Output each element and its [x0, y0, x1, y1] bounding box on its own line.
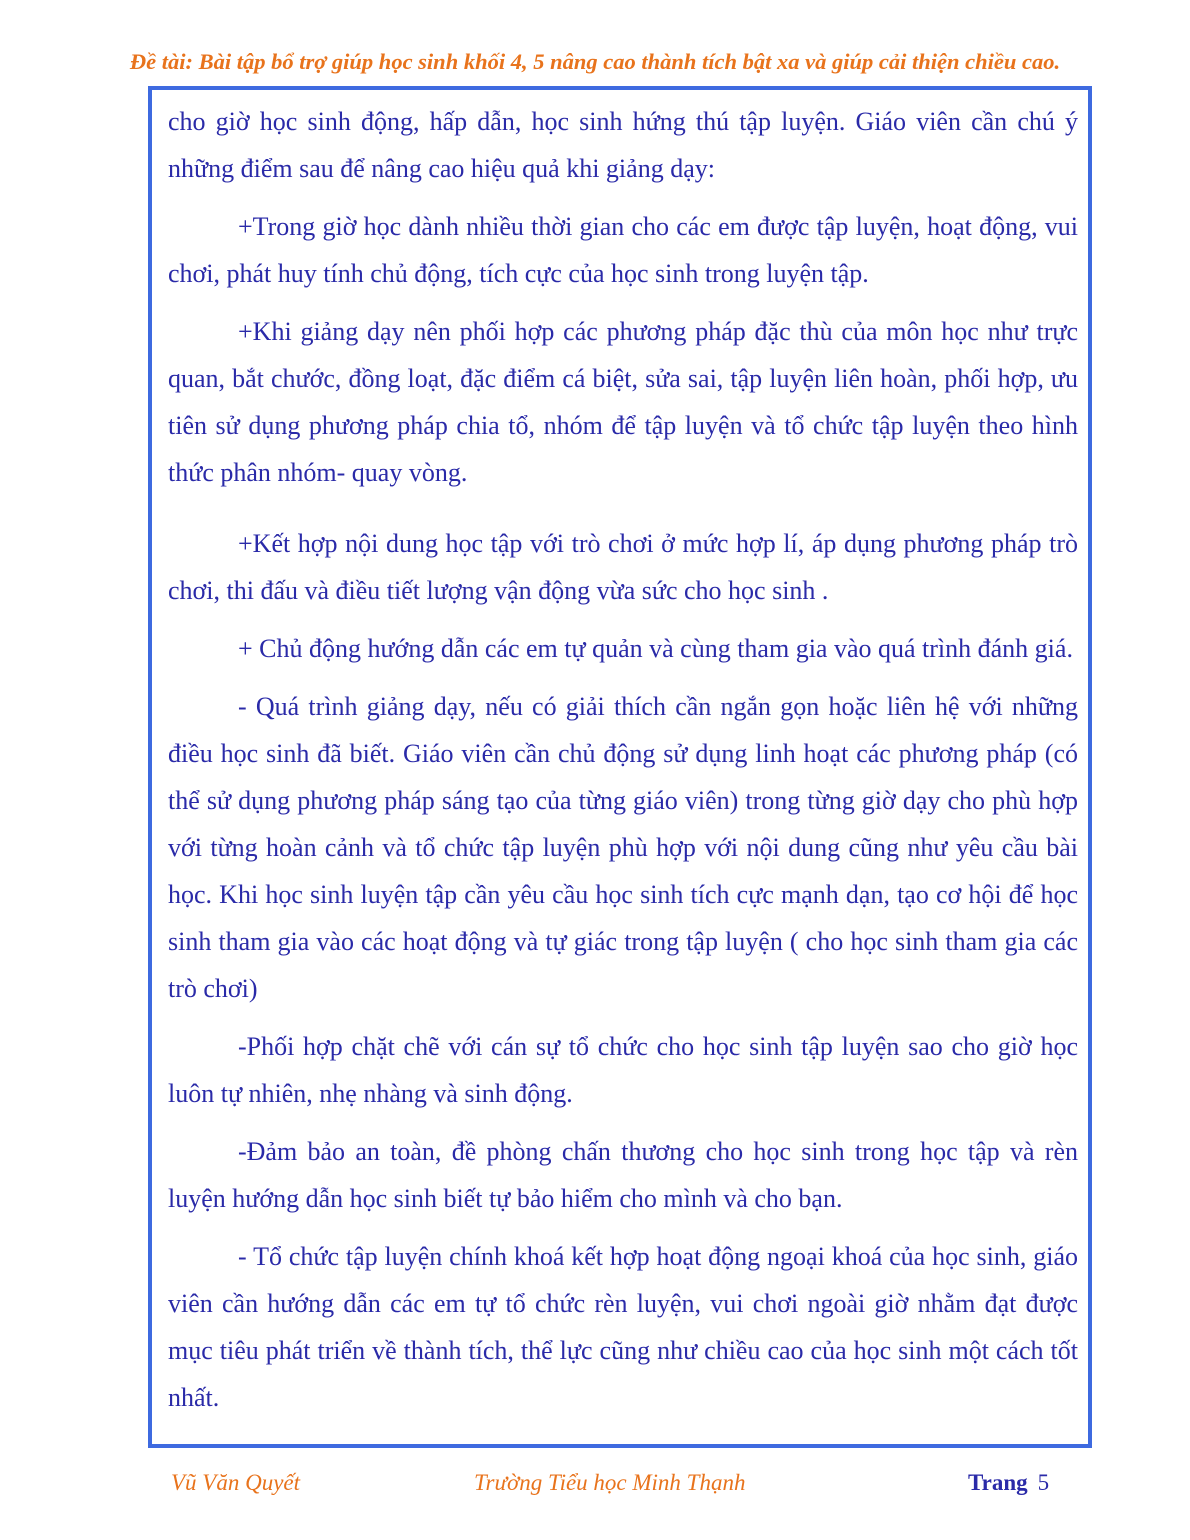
document-topic-header: Đề tài: Bài tập bổ trợ giúp học sinh khối 4, 5 nâng cao thành tích bật xa và giúp cải thiện chiều cao. [129, 49, 1061, 74]
body-paragraph-explanation: - Quá trình giảng dạy, nếu có giải thích cần ngắn gọn hoặc liên hệ với những điều học sinh đã biết. Giáo viên cần chủ động sử dụng linh hoạt các phương pháp (có thể sử dụng phương pháp sáng tạo của từng giáo viên) trong từng giờ dạy cho phù hợp với từng hoàn cảnh và tổ chức tập luyện phù hợp với nội dung cũng như yêu cầu bài học. Khi học sinh luyện tập cần yêu cầu học sinh tích cực mạnh dạn, tạo cơ hội để học sinh tham gia vào các hoạt động và tự giác trong tập luyện ( cho học sinh tham gia các trò chơi) [168, 692, 1078, 1003]
body-paragraph-extracurricular: - Tổ chức tập luyện chính khoá kết hợp hoạt động ngoại khoá của học sinh, giáo viên cần hướng dẫn các em tự tổ chức rèn luyện, vui chơi ngoài giờ nhằm đạt được mục tiêu phát triển về thành tích, thể lực cũng như chiều cao của học sinh một cách tốt nhất. [168, 1242, 1078, 1412]
body-paragraph-games: +Kết hợp nội dung học tập với trò chơi ở mức hợp lí, áp dụng phương pháp trò chơi, thi đấu và điều tiết lượng vận động vừa sức cho học sinh . [168, 529, 1078, 605]
body-paragraph-practice-time: +Trong giờ học dành nhiều thời gian cho các em được tập luyện, hoạt động, vui chơi, phát huy tính chủ động, tích cực của học sinh trong luyện tập. [168, 212, 1078, 288]
footer-page-number [968, 1466, 1049, 1500]
body-paragraph-coordination: -Phối hợp chặt chẽ với cán sự tổ chức cho học sinh tập luyện sao cho giờ học luôn tự nhiên, nhẹ nhàng và sinh động. [168, 1032, 1078, 1108]
page-label: Trang [968, 1470, 1028, 1495]
body-paragraph-teaching-methods: +Khi giảng dạy nên phối hợp các phương pháp đặc thù của môn học như trực quan, bắt chước, đồng loạt, đặc điểm cá biệt, sửa sai, tập luyện liên hoàn, phối hợp, ưu tiên sử dụng phương pháp chia tổ, nhóm để tập luyện và tổ chức tập luyện theo hình thức phân nhóm- quay vòng. [168, 317, 1078, 487]
footer-school: Trường Tiểu học Minh Thạnh [474, 1470, 746, 1495]
footer-author: Vũ Văn Quyết [171, 1470, 301, 1495]
body-paragraph-self-management: + Chủ động hướng dẫn các em tự quản và cùng tham gia vào quá trình đánh giá. [238, 634, 1073, 663]
body-paragraph-safety: -Đảm bảo an toàn, đề phòng chấn thương cho học sinh trong học tập và rèn luyện hướng dẫn học sinh biết tự bảo hiểm cho mình và cho bạn. [168, 1137, 1078, 1213]
page-body [168, 98, 1078, 1421]
body-paragraph-intro: cho giờ học sinh động, hấp dẫn, học sinh hứng thú tập luyện. Giáo viên cần chú ý những điểm sau để nâng cao hiệu quả khi giảng dạy: [168, 107, 1078, 183]
page-number: 5 [1037, 1470, 1050, 1495]
